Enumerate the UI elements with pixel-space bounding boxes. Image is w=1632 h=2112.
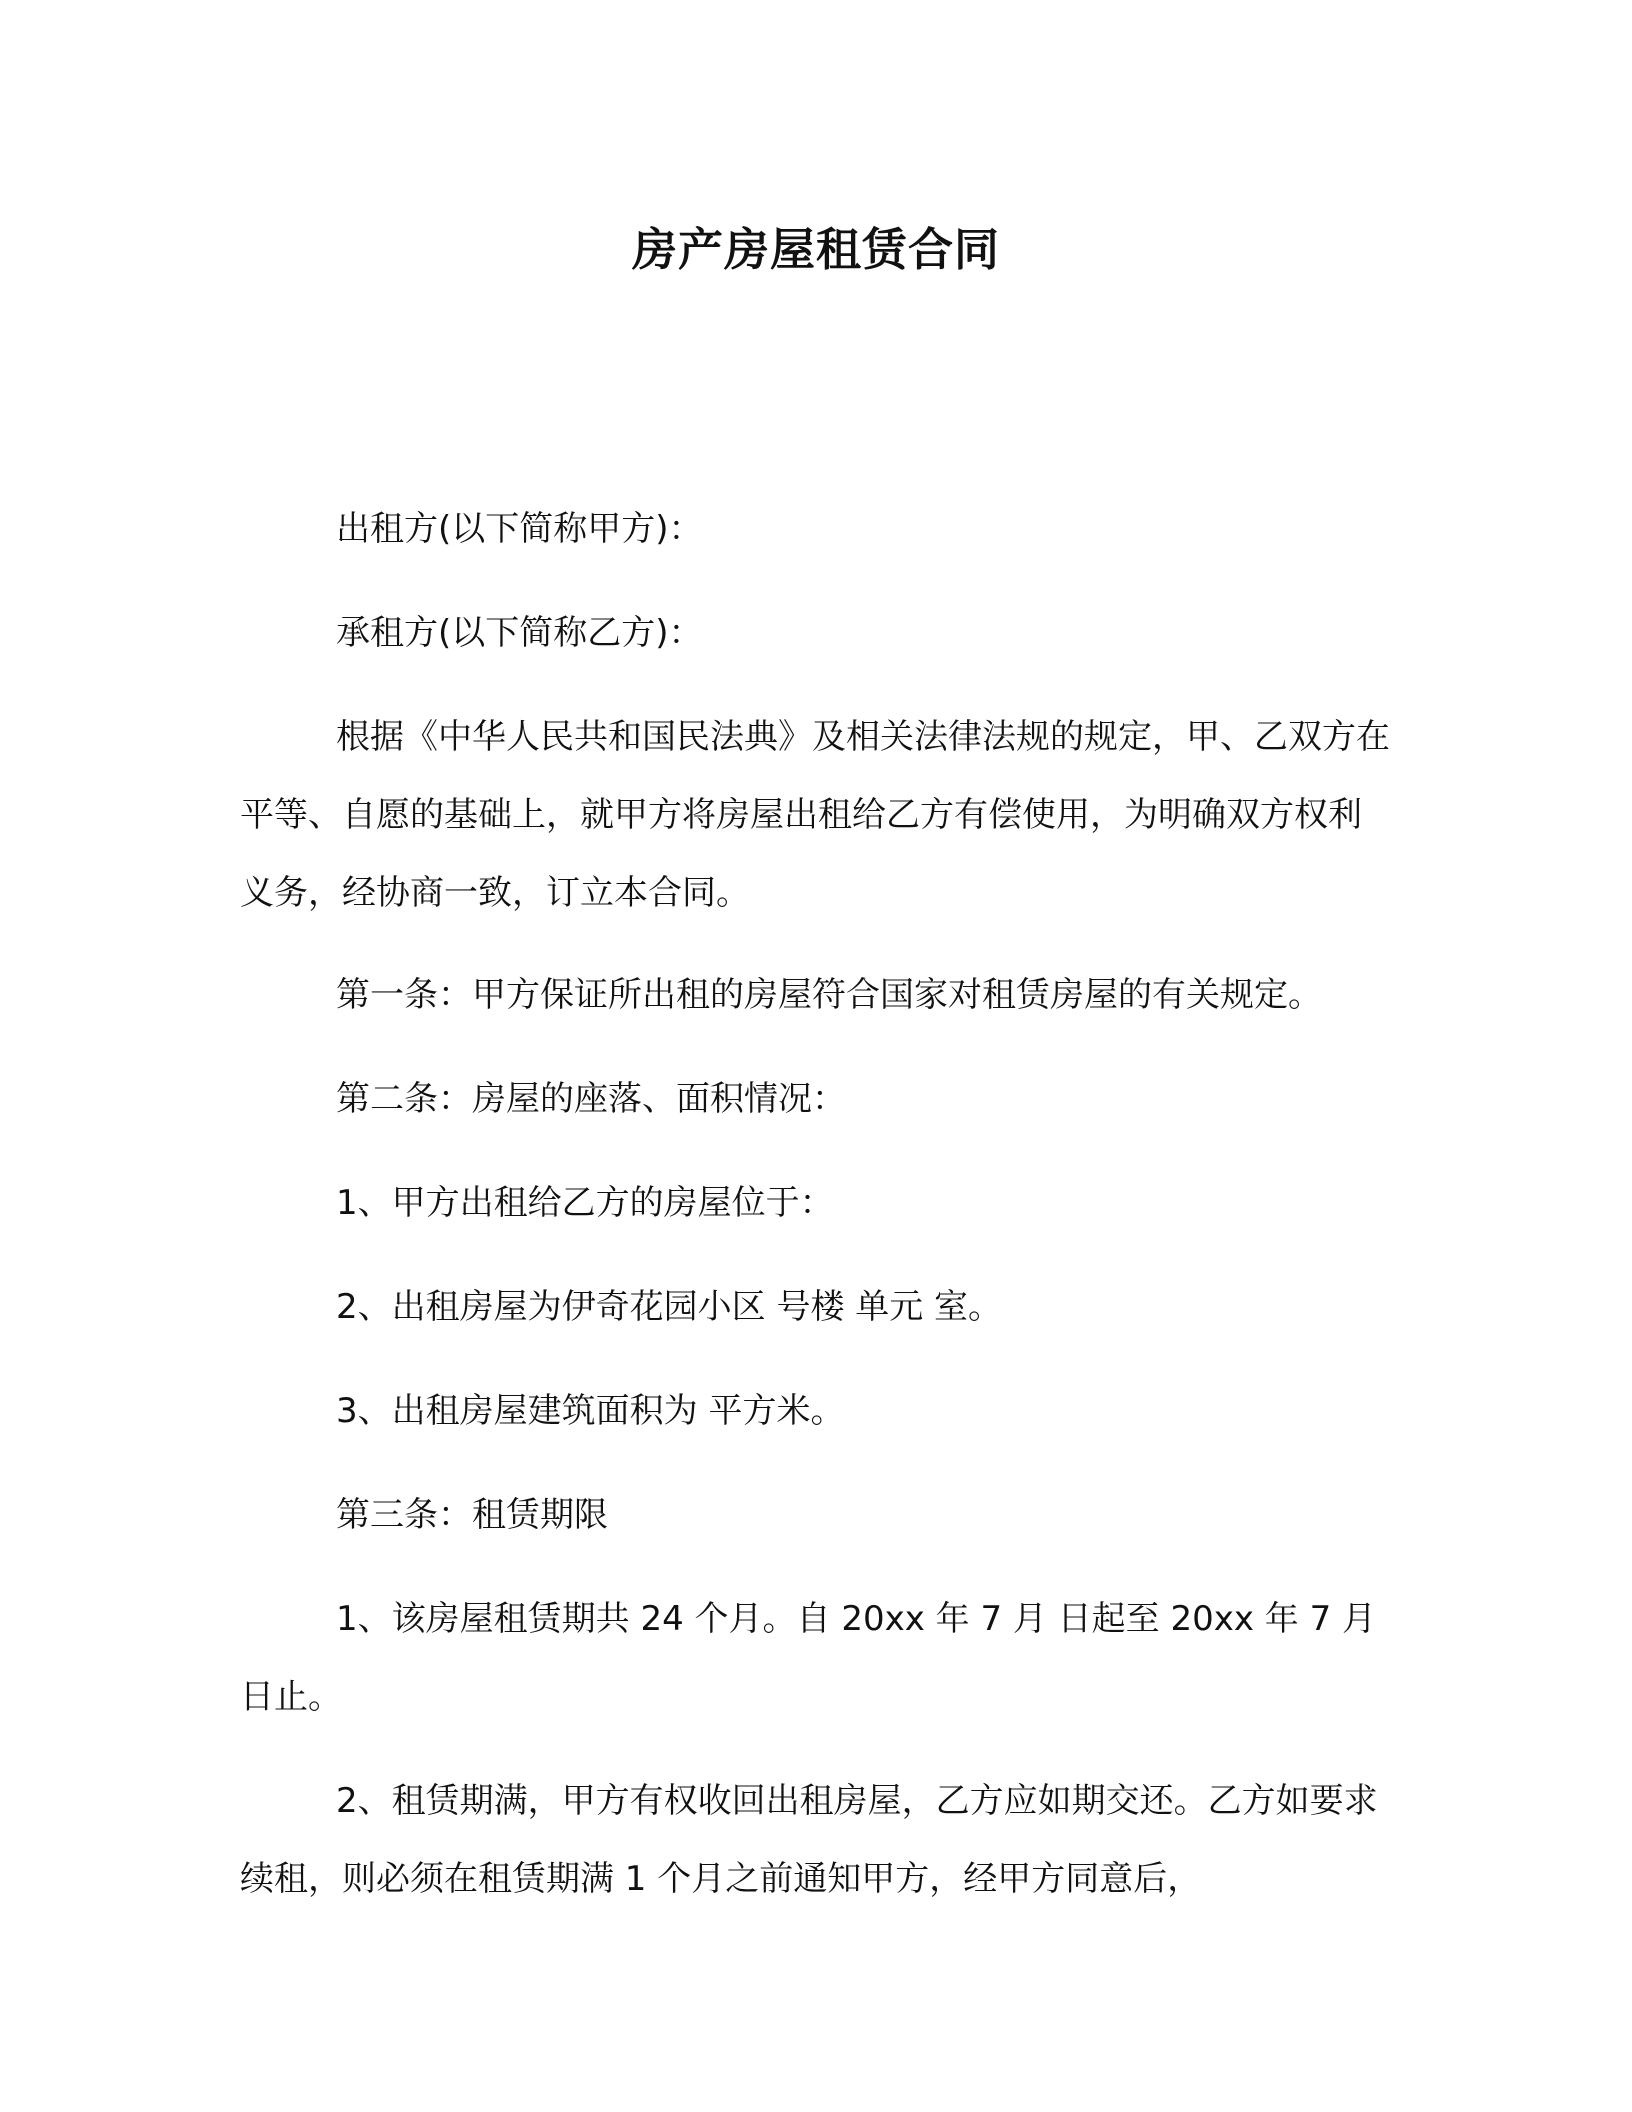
article-3-item-2: 2、租赁期满，甲方有权收回出租房屋，乙方应如期交还。乙方如要求续租，则必须在租赁期满 1 个月之前通知甲方，经甲方同意后，	[240, 1781, 1378, 1899]
lessee-line: 承租方(以下简称乙方)：	[336, 613, 703, 653]
lessor-line: 出租方(以下简称甲方)：	[336, 509, 703, 549]
document-title: 房产房屋租赁合同	[631, 223, 1000, 276]
article-2-item-3: 3、出租房屋建筑面积为 平方米。	[336, 1391, 845, 1431]
article-2-heading: 第二条：房屋的座落、面积情况：	[336, 1079, 846, 1119]
article-2-item-2: 2、出租房屋为伊奇花园小区 号楼 单元 室。	[336, 1287, 1003, 1327]
article-2-item-1: 1、甲方出租给乙方的房屋位于：	[336, 1183, 834, 1223]
preamble-paragraph: 根据《中华人民共和国民法典》及相关法律法规的规定，甲、乙双方在平等、自愿的基础上，就甲方将房屋出租给乙方有偿使用，为明确双方权利义务，经协商一致，订立本合同。	[240, 717, 1390, 913]
article-1: 第一条：甲方保证所出租的房屋符合国家对租赁房屋的有关规定。	[336, 975, 1322, 1015]
article-3-item-1: 1、该房屋租赁期共 24 个月。自 20xx 年 7 月 日起至 20xx 年 7 月 日止。	[240, 1599, 1377, 1717]
article-3-heading: 第三条：租赁期限	[336, 1495, 608, 1535]
